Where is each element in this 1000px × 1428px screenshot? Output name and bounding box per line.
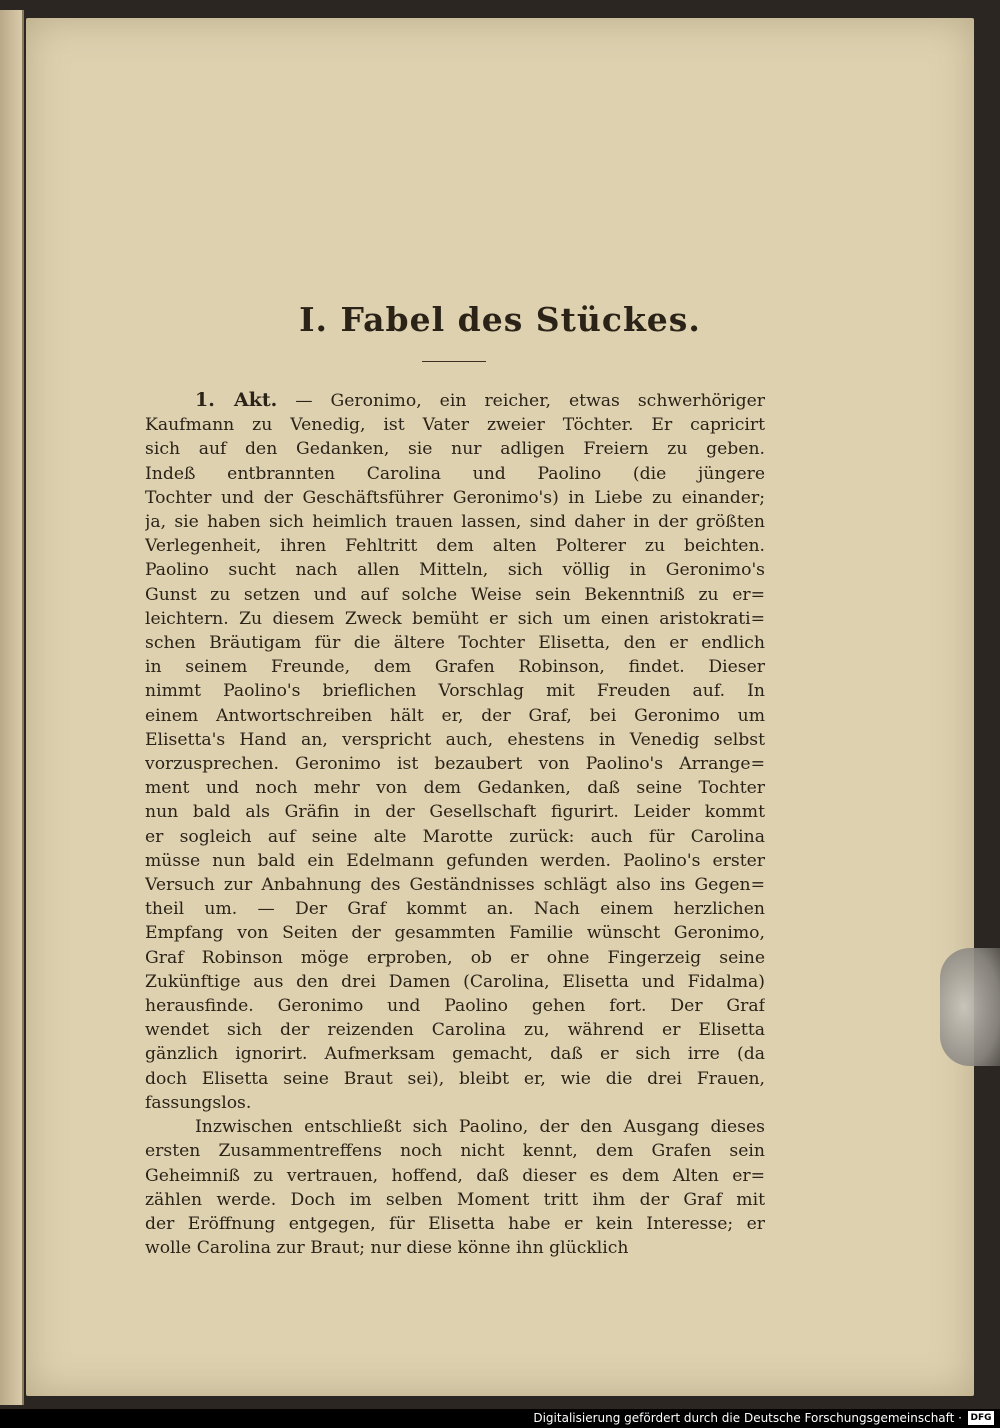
paragraph-act-1: [145, 388, 765, 1115]
text-line: Verlegenheit, ihren Fehltritt dem alten Polterer zu beichten.: [145, 536, 765, 557]
text-line: nimmt Paolino's brieflichen Vorschlag mit Freuden auf. In: [145, 681, 765, 702]
text-line: sich auf den Gedanken, sie nur adligen Freiern zu geben.: [145, 439, 765, 460]
text-line: Versuch zur Anbahnung des Geständnisses schlägt also ins Gegen=: [145, 875, 765, 896]
text-line: Indeß entbrannten Carolina und Paolino (die jüngere: [145, 463, 765, 484]
text-line: er sogleich auf seine alte Marotte zurück: auch für Carolina: [145, 826, 765, 847]
footer-bar: [0, 1409, 1000, 1428]
text-line: einem Antwortschreiben hält er, der Graf, bei Geronimo um: [145, 705, 765, 726]
text-line: doch Elisetta seine Braut sei), bleibt er, wie die drei Frauen,: [145, 1068, 765, 1089]
text-line: ersten Zusammentreffens noch nicht kennt, dem Grafen sein: [145, 1141, 765, 1162]
text-line: 1. Akt. — Geronimo, ein reicher, etwas schwerhöriger: [195, 389, 765, 411]
text-line: Graf Robinson möge erproben, ob er ohne Fingerzeig seine: [145, 947, 765, 968]
text-line: Tochter und der Geschäftsführer Geronimo's) in Liebe zu einander;: [145, 487, 765, 508]
title-divider: [422, 361, 486, 362]
text-line: wendet sich der reizenden Carolina zu, während er Elisetta: [145, 1020, 765, 1041]
text-line: ment und noch mehr von dem Gedanken, daß seine Tochter: [145, 778, 765, 799]
footer-credit: Digitalisierung gefördert durch die Deutsche Forschungsgemeinschaft ·: [533, 1411, 962, 1425]
act-label: 1. Akt.: [195, 389, 278, 411]
text-line: wolle Carolina zur Braut; nur diese könne ihn glücklich: [145, 1238, 629, 1259]
page-title: I. Fabel des Stückes.: [299, 300, 701, 339]
text-line: Paolino sucht nach allen Mitteln, sich völlig in Geronimo's: [145, 560, 765, 581]
paragraph-2: [145, 1115, 765, 1260]
previous-page-edge: [0, 10, 24, 1405]
text-line: nun bald als Gräfin in der Gesellschaft figurirt. Leider kommt: [145, 802, 765, 823]
text-line: gänzlich ignorirt. Aufmerksam gemacht, daß er sich irre (da: [145, 1044, 765, 1065]
text-line: Empfang von Seiten der gesammten Familie wünscht Geronimo,: [145, 923, 765, 944]
text-line: leichtern. Zu diesem Zweck bemüht er sich um einen aristokrati=: [145, 608, 765, 629]
text-line: Zukünftige aus den drei Damen (Carolina, Elisetta und Fidalma): [145, 971, 765, 992]
text-line: in seinem Freunde, dem Grafen Robinson, findet. Dieser: [145, 657, 765, 678]
body-text: [145, 388, 765, 1260]
text-line: müsse nun bald ein Edelmann gefunden werden. Paolino's erster: [145, 850, 765, 871]
text-line: Gunst zu setzen und auf solche Weise sein Bekenntniß zu er=: [145, 584, 765, 605]
text-line: vorzusprechen. Geronimo ist bezaubert von Paolino's Arrange=: [145, 754, 765, 775]
scanner-thumb-clip: [940, 948, 1000, 1066]
text-line: herausfinde. Geronimo und Paolino gehen fort. Der Graf: [145, 996, 765, 1017]
text-line: Inzwischen entschließt sich Paolino, der den Ausgang dieses: [195, 1117, 765, 1138]
text-line: Elisetta's Hand an, verspricht auch, ehestens in Venedig selbst: [145, 729, 765, 750]
text-line: fassungslos.: [145, 1092, 252, 1113]
text-line: theil um. — Der Graf kommt an. Nach einem herzlichen: [145, 899, 765, 920]
dfg-logo: DFG: [968, 1411, 994, 1425]
text-line: der Eröffnung entgegen, für Elisetta habe er kein Interesse; er: [145, 1213, 765, 1234]
text-line: zählen werde. Doch im selben Moment tritt ihm der Graf mit: [145, 1189, 765, 1210]
text-line: schen Bräutigam für die ältere Tochter Elisetta, den er endlich: [145, 633, 765, 654]
text-line: ja, sie haben sich heimlich trauen lassen, sind daher in der größten: [145, 512, 765, 533]
text-line: Geheimniß zu vertrauen, hoffend, daß dieser es dem Alten er=: [145, 1165, 765, 1186]
text-line: Kaufmann zu Venedig, ist Vater zweier Töchter. Er capricirt: [145, 415, 765, 436]
